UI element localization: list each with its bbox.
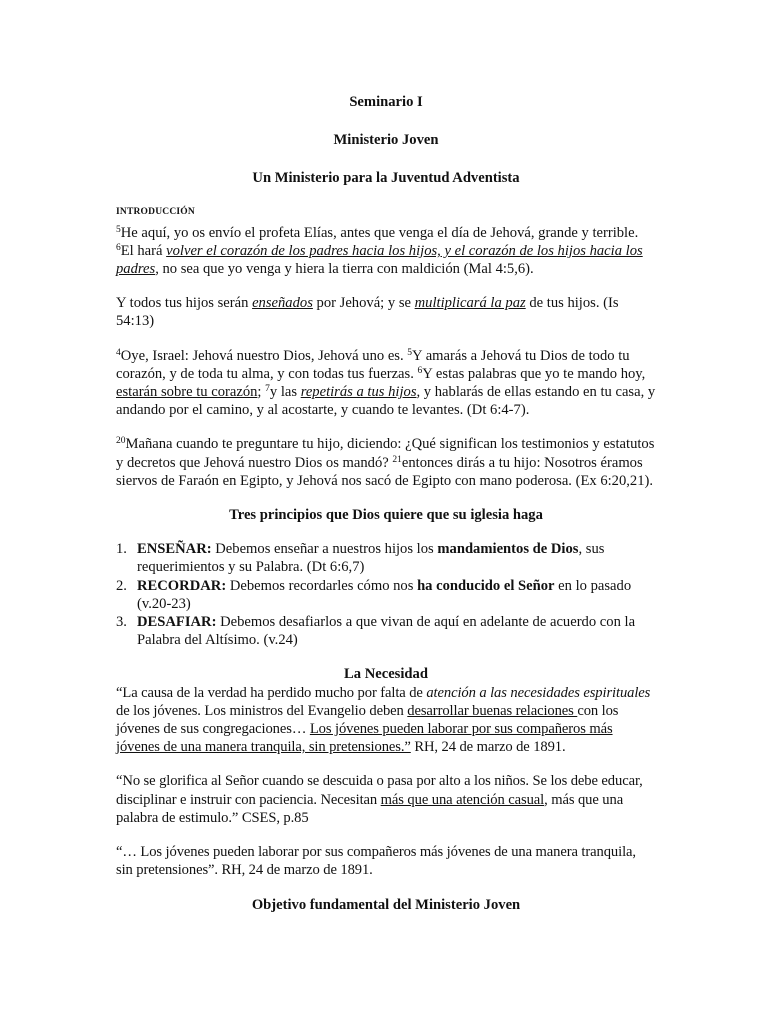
quote-rh-short — [116, 843, 656, 879]
text-segment: Debemos desafiarlos a que vivan de aquí en adelante de acuerdo con la Palabra del Altísimo. (v.24) — [137, 614, 636, 649]
principles-list — [116, 540, 656, 649]
text-segment: He aquí, yo os envío el profeta Elías, antes que venga el día de Jehová, grande y terrible. — [120, 224, 639, 241]
text-segment: con los jóvenes de sus congregaciones… — [116, 702, 619, 738]
text-segment: de los jóvenes. Los ministros del Evangelio deben — [116, 702, 408, 719]
underlined-phrase: más que una atención casual — [380, 791, 545, 808]
underlined-phrase: desarrollar buenas relaciones — [407, 702, 578, 719]
underlined-italic-phrase: repetirás a tus hijos — [300, 384, 417, 401]
text-segment: RH, 24 de marzo de 1891. — [410, 739, 566, 756]
text-segment: entonces dirás a tu hijo: Nosotros éramos siervos de Faraón en Egipto, y Jehová nos sacó de Egipto con mano poderosa. (Ex 6:20,21). — [116, 454, 654, 489]
text-segment: , más que una palabra de estimulo.” CSES, p.85 — [116, 791, 624, 826]
text-segment: , sus requerimientos y su Palabra. (Dt 6:6,7) — [137, 541, 605, 576]
text-segment: Y estas palabras que yo te mando hoy, — [422, 365, 646, 382]
bold-phrase: ha conducido el Señor — [417, 577, 555, 594]
text-segment: Oye, Israel: Jehová nuestro Dios, Jehová uno es. — [120, 347, 408, 364]
italic-phrase: atención a las necesidades espirituales — [426, 684, 651, 701]
heading-tres-principios: Tres principios que Dios quiere que su iglesia haga — [229, 507, 543, 524]
principle-label: RECORDAR: — [137, 577, 227, 594]
text-segment: , no sea que yo venga y hiera la tierra con maldición (Mal 4:5,6). — [155, 261, 534, 278]
list-item — [116, 577, 656, 613]
text-segment: “… Los jóvenes pueden laborar por sus compañeros más jóvenes de una manera tranquila, sin pretensiones”. RH, 24 de marzo de 1891. — [116, 844, 636, 879]
text-segment: ; — [257, 384, 266, 401]
text-segment: Debemos recordarles cómo nos — [226, 577, 418, 594]
bold-phrase: mandamientos de Dios — [437, 541, 579, 558]
intro-label: INTRODUCCIÓN — [116, 206, 195, 217]
list-item — [116, 613, 656, 649]
verse-number: 5 — [407, 347, 413, 358]
text-segment: y las — [269, 384, 301, 401]
underlined-phrase: estarán sobre tu corazón — [116, 384, 258, 401]
verse-number: 6 — [417, 365, 423, 376]
title-ministerio: Ministerio Joven — [333, 132, 439, 149]
paragraph-isaias — [116, 294, 656, 330]
list-item — [116, 540, 656, 576]
underlined-italic-phrase: enseñados — [252, 295, 313, 312]
paragraph-exodo — [116, 435, 656, 490]
list-number: 2. — [116, 577, 127, 594]
text-segment: Y todos tus hijos serán — [116, 295, 253, 312]
underlined-italic-phrase: multiplicará la paz — [414, 295, 526, 312]
heading-objetivo: Objetivo fundamental del Ministerio Joven — [251, 896, 521, 913]
paragraph-malaquias — [116, 224, 656, 279]
document-subtitle: Un Ministerio para la Juventud Adventista — [252, 170, 520, 187]
verse-number: 21 — [392, 454, 402, 465]
heading-la-necesidad: La Necesidad — [344, 666, 428, 683]
verse-number: 5 — [116, 224, 121, 235]
document-content — [116, 90, 656, 914]
text-segment: Mañana cuando te preguntare tu hijo, diciendo: ¿Qué significan los testimonios y estatutos y decretos que Jehová nuestro Dios os mandó? — [116, 436, 655, 471]
text-segment: de tus hijos. (Is 54:13) — [116, 295, 619, 330]
verse-number: 4 — [116, 347, 121, 358]
text-segment: Debemos enseñar a nuestros hijos los — [211, 541, 438, 558]
text-segment: , y hablarás de ellas estando en tu casa, y andando por el camino, y al acostarte, y cuando te levantes. (Dt 6:4-7). — [116, 384, 656, 419]
text-segment: El hará — [120, 242, 167, 259]
quote-cses — [116, 772, 656, 827]
title-seminario: Seminario I — [349, 94, 423, 110]
list-number: 1. — [116, 541, 127, 558]
text-segment: por Jehová; y se — [312, 295, 415, 312]
verse-number: 6 — [116, 242, 121, 253]
paragraph-deuteronomio — [116, 347, 656, 420]
quote-rh — [116, 684, 656, 757]
verse-number: 20 — [116, 436, 126, 447]
text-segment: en lo pasado (v.20-23) — [137, 577, 632, 612]
text-segment: “No se glorifica al Señor cuando se descuida o pasa por alto a los niños. Se los debe educar, disciplinar e instruir con paciencia. Necesitan — [116, 773, 643, 808]
principle-label: DESAFIAR: — [137, 614, 217, 631]
text-segment: Y amarás a Jehová tu Dios de todo tu corazón, y de toda tu alma, y con todas tus fuerzas. — [116, 347, 630, 382]
verse-number: 7 — [265, 384, 270, 395]
text-segment: “La causa de la verdad ha perdido mucho por falta de — [116, 684, 427, 701]
list-number: 3. — [116, 614, 127, 631]
principle-label: ENSEÑAR: — [137, 541, 212, 558]
underlined-phrase: Los jóvenes pueden laborar por sus compañeros más jóvenes de una manera tranquila, sin pretensiones.” — [116, 721, 613, 756]
underlined-italic-phrase: volver el corazón de los padres hacia los hijos, y el corazón de los hijos hacia los padres — [116, 242, 643, 278]
